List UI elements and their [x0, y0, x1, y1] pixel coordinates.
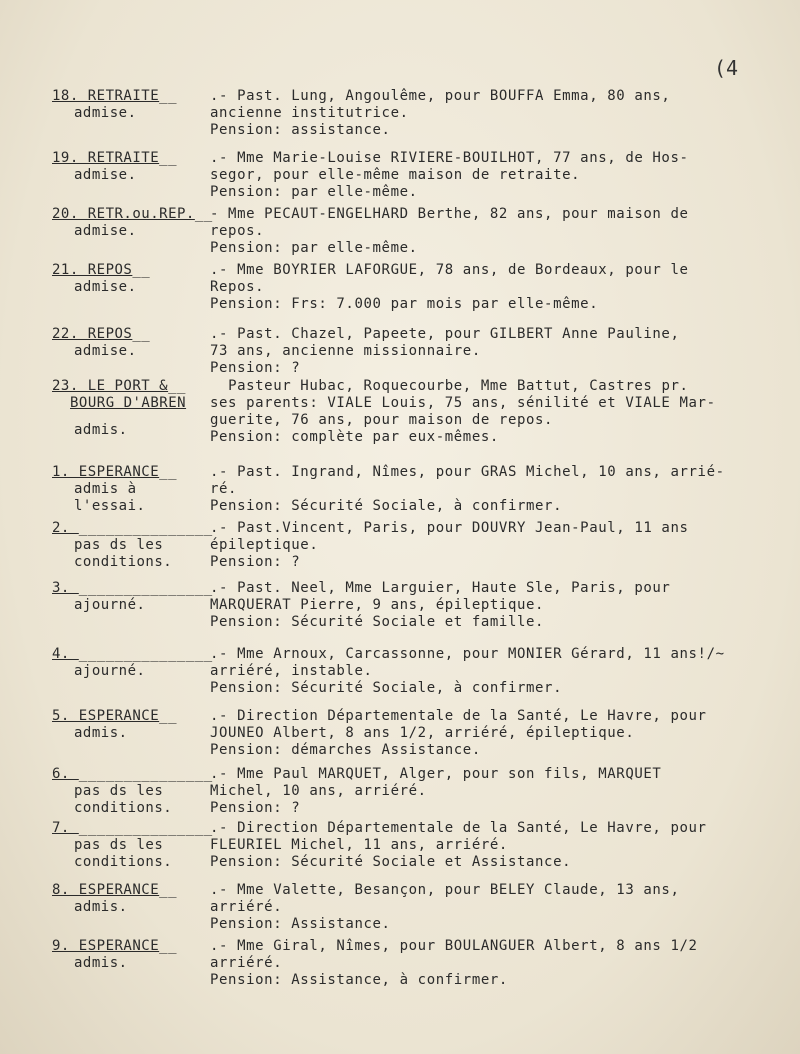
entry-text: [210, 820, 785, 871]
entry-text-line: ses parents: VIALE Louis, 75 ans, sénilité et VIALE Mar-: [210, 395, 716, 411]
entry-status: admise.: [74, 105, 137, 121]
entry-text: [210, 766, 785, 817]
entry-text: [210, 88, 785, 139]
page-number: (4: [714, 56, 739, 80]
entry-status: admise.: [74, 223, 137, 239]
entry-label-column: [52, 882, 202, 916]
entry-text-line: .- Mme Valette, Besançon, pour BELEY Claude, 13 ans,: [210, 882, 680, 898]
entry-text-line: .- Direction Départementale de la Santé, Le Havre, pour: [210, 820, 707, 836]
entry-text: [210, 580, 785, 631]
entry-pension: Pension: Assistance.: [210, 916, 391, 932]
entry-status: pas ds les: [74, 837, 164, 853]
entry-label-column: [52, 708, 202, 742]
entry-pension: Pension: ?: [210, 360, 301, 376]
entry-text-line: .- Mme Paul MARQUET, Alger, pour son fils, MARQUET: [210, 766, 662, 782]
entry-text-line: guerite, 76 ans, pour maison de repos.: [210, 412, 554, 428]
entry-text-line: .- Past. Chazel, Papeete, pour GILBERT Anne Pauline,: [210, 326, 680, 342]
entry-label: 2. _______________: [52, 520, 213, 536]
entry-status-continued: conditions.: [74, 854, 173, 870]
entry-text-line: ré.: [210, 481, 238, 497]
entry-text-line: .- Mme Arnoux, Carcassonne, pour MONIER Gérard, 11 ans!/~: [210, 646, 725, 662]
entry-status: pas ds les: [74, 783, 164, 799]
entry-text: [210, 464, 785, 515]
entry-pension: Pension: Sécurité Sociale et Assistance.: [210, 854, 572, 870]
entry-text-line: - Mme PECAUT-ENGELHARD Berthe, 82 ans, pour maison de: [210, 206, 689, 222]
entry-label-column: [52, 262, 202, 296]
entry-label-column: [52, 150, 202, 184]
entry-label-column: [52, 464, 202, 515]
entry-text-line: arriéré.: [210, 899, 283, 915]
entry-text-line: .- Past. Lung, Angoulême, pour BOUFFA Emma, 80 ans,: [210, 88, 671, 104]
entry-text-line: .- Mme Giral, Nîmes, pour BOULANGUER Albert, 8 ans 1/2: [210, 938, 698, 954]
entry-status-continued: l'essai.: [74, 498, 146, 514]
entry-text: [210, 882, 785, 933]
entry-text-line: segor, pour elle-même maison de retraite.: [210, 167, 581, 183]
entry-text-line: Pasteur Hubac, Roquecourbe, Mme Battut, Castres pr.: [210, 378, 689, 394]
entry-pension: Pension: ?: [210, 554, 301, 570]
entry-label: 8. ESPERANCE__: [52, 882, 178, 898]
entry-status: pas ds les: [74, 537, 164, 553]
entry-label: 19. RETRAITE__: [52, 150, 178, 166]
entry-text-line: ancienne institutrice.: [210, 105, 409, 121]
entry-text-line: Michel, 10 ans, arriéré.: [210, 783, 427, 799]
entry-pension: Pension: ?: [210, 800, 301, 816]
entry-pension: Pension: par elle-même.: [210, 240, 418, 256]
entry-text-line: repos.: [210, 223, 265, 239]
entry-text-line: arriéré, instable.: [210, 663, 373, 679]
entry-pension: Pension: complète par eux-mêmes.: [210, 429, 499, 445]
entry-text: [210, 262, 785, 313]
entry-text-line: JOUNEO Albert, 8 ans 1/2, arriéré, épileptique.: [210, 725, 635, 741]
entry-status: admis.: [74, 899, 128, 915]
entry-text-line: .- Direction Départementale de la Santé, Le Havre, pour: [210, 708, 707, 724]
entry-label: 1. ESPERANCE__: [52, 464, 178, 480]
entry-label: 18. RETRAITE__: [52, 88, 178, 104]
entry-text-line: 73 ans, ancienne missionnaire.: [210, 343, 481, 359]
entry-status-continued: conditions.: [74, 554, 173, 570]
entry-label-column: [52, 820, 213, 871]
entry-status: admis à: [74, 481, 137, 497]
entry-text-line: .- Past. Neel, Mme Larguier, Haute Sle, Paris, pour: [210, 580, 671, 596]
entry-text: [210, 646, 785, 697]
entry-status: admise.: [74, 343, 137, 359]
entry-status: ajourné.: [74, 597, 146, 613]
entry-pension: Pension: Sécurité Sociale et famille.: [210, 614, 545, 630]
entry-label-column: [52, 88, 202, 122]
entry-label-column: [52, 580, 213, 614]
entry-text-line: .- Past.Vincent, Paris, pour DOUVRY Jean-Paul, 11 ans: [210, 520, 689, 536]
entry-label-column: [52, 766, 213, 817]
entry-label-continued: BOURG D'ABREN: [70, 395, 187, 411]
entry-status: ajourné.: [74, 663, 146, 679]
entry-label: 7. _______________: [52, 820, 213, 836]
entry-text: [210, 708, 785, 759]
entry-status: admise.: [74, 167, 137, 183]
entry-text-line: arriéré.: [210, 955, 283, 971]
entry-label: 23. LE PORT &__: [52, 378, 186, 394]
entry-label: 9. ESPERANCE__: [52, 938, 178, 954]
entry-label-column: [52, 938, 202, 972]
entry-text-line: MARQUERAT Pierre, 9 ans, épileptique.: [210, 597, 545, 613]
entry-text-line: .- Past. Ingrand, Nîmes, pour GRAS Michel, 10 ans, arrié-: [210, 464, 725, 480]
entry-pension: Pension: démarches Assistance.: [210, 742, 481, 758]
entry-pension: Pension: assistance.: [210, 122, 391, 138]
entry-pension: Pension: Sécurité Sociale, à confirmer.: [210, 680, 563, 696]
entry-pension: Pension: Assistance, à confirmer.: [210, 972, 508, 988]
entry-text: [210, 938, 785, 989]
entry-status: admis.: [74, 422, 128, 438]
entry-pension: Pension: par elle-même.: [210, 184, 418, 200]
entry-text: [210, 378, 785, 446]
entry-label: 5. ESPERANCE__: [52, 708, 178, 724]
entry-label-column: [52, 378, 202, 439]
entry-text: [210, 206, 785, 257]
entry-pension: Pension: Sécurité Sociale, à confirmer.: [210, 498, 563, 514]
entry-text-line: FLEURIEL Michel, 11 ans, arriéré.: [210, 837, 508, 853]
entry-status: admise.: [74, 279, 137, 295]
entry-label: 4. _______________: [52, 646, 213, 662]
entry-label: 20. RETR.ou.REP.__: [52, 206, 213, 222]
entry-label: 3. _______________: [52, 580, 213, 596]
entry-status: admis.: [74, 955, 128, 971]
entry-text-line: .- Mme BOYRIER LAFORGUE, 78 ans, de Bordeaux, pour le: [210, 262, 689, 278]
entry-label: 22. REPOS__: [52, 326, 151, 342]
entry-label-column: [52, 206, 213, 240]
entry-text-line: Repos.: [210, 279, 265, 295]
entry-text: [210, 520, 785, 571]
entry-text: [210, 150, 785, 201]
entry-label-column: [52, 520, 213, 571]
entry-text: [210, 326, 785, 377]
entry-status-continued: conditions.: [74, 800, 173, 816]
entry-label-column: [52, 646, 213, 680]
entry-label: 21. REPOS__: [52, 262, 151, 278]
entry-text-line: .- Mme Marie-Louise RIVIERE-BOUILHOT, 77 ans, de Hos-: [210, 150, 689, 166]
entry-label-column: [52, 326, 202, 360]
entry-label: 6. _______________: [52, 766, 213, 782]
entry-text-line: épileptique.: [210, 537, 319, 553]
entry-pension: Pension: Frs: 7.000 par mois par elle-même.: [210, 296, 599, 312]
entry-status: admis.: [74, 725, 128, 741]
